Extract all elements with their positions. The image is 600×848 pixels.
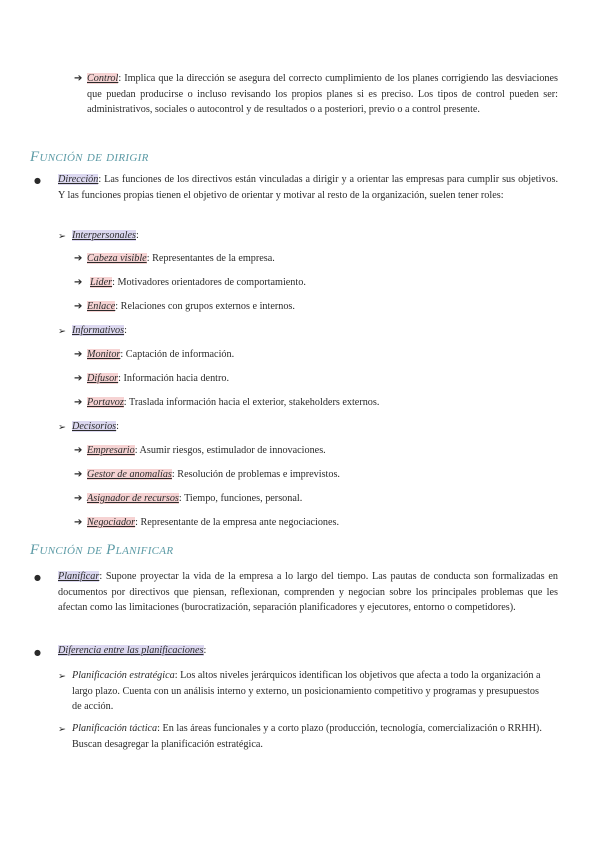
item-text: : Información hacia dentro. xyxy=(118,373,230,384)
item-text: : Asumir riesgos, estimulador de innovaciones. xyxy=(134,445,326,456)
item-text: : Representante de la empresa ante negociaciones. xyxy=(135,517,340,528)
tactica-term: Planificación táctica xyxy=(72,723,158,734)
group-decisorios: Decisorios: xyxy=(72,421,119,432)
control-text: : Implica que la dirección se asegura del correcto cumplimiento de los planes corrigiendo las desviaciones que puedan producirse o incluso revisando los propios planes si es preciso. Los tipos de control pueden ser: administrativos, sociales o autocontrol y de resultados o a posteriori, previo o a control presente. xyxy=(87,73,558,115)
list-item xyxy=(87,299,295,315)
arrow-right-icon: ➔ xyxy=(74,253,83,264)
item-term: Portavoz xyxy=(87,397,124,408)
arrow-right-icon: ➔ xyxy=(74,373,83,384)
bullet-icon: ● xyxy=(34,648,41,657)
tactica-text: : En las áreas funcionales y a corto plazo (producción, tecnología, comercialización o RRHH). Buscan desagregar la planificación estratégica. xyxy=(72,723,542,750)
item-term: Líder xyxy=(90,277,113,288)
bullet-icon: ● xyxy=(34,176,41,185)
item-term: Monitor xyxy=(87,349,121,360)
item-term: Asignador de recursos xyxy=(87,493,179,504)
section-heading-dirigir: Función de dirigir xyxy=(30,149,149,165)
chevron-right-icon: ➢ xyxy=(58,671,66,682)
group-informativos: Informativos: xyxy=(72,325,127,336)
group-label: Informativos xyxy=(72,325,125,336)
estrategica-text: : Los altos niveles jerárquicos identifican los objetivos que afecta a todo la organización a largo plazo. Cuenta con un análisis interno y externo, un posicionamiento competitivo y programas y presupuestos de acción. xyxy=(72,670,541,712)
arrow-right-icon: ➔ xyxy=(74,517,83,528)
estrategica-term: Planificación estratégica xyxy=(72,670,175,681)
control-paragraph xyxy=(87,71,558,118)
arrow-right-icon: ➔ xyxy=(74,493,83,504)
direccion-text: : Las funciones de los directivos están vinculadas a dirigir y a orientar las empresas para cumplir sus objetivos. Y las funciones propias tienen el objetivo de orientar y motivar al resto de la organización, suelen tener roles: xyxy=(58,174,558,201)
arrow-right-icon: ➔ xyxy=(74,397,83,408)
arrow-right-icon: ➔ xyxy=(74,469,83,480)
list-item xyxy=(87,371,229,387)
direccion-paragraph xyxy=(58,172,558,203)
list-item xyxy=(87,347,234,363)
item-text: : Relaciones con grupos externos e internos. xyxy=(115,301,295,312)
item-text: : Motivadores orientadores de comportamiento. xyxy=(112,277,306,288)
arrow-right-icon: ➔ xyxy=(74,301,83,312)
list-item xyxy=(87,467,340,483)
diferencia-line xyxy=(58,643,206,659)
control-term: Control xyxy=(87,73,119,84)
diferencia-term: Diferencia entre las planificaciones xyxy=(58,645,204,656)
item-term: Empresario xyxy=(87,445,135,456)
item-text: : Representantes de la empresa. xyxy=(146,253,275,264)
list-item xyxy=(90,275,306,291)
list-item xyxy=(87,395,379,411)
arrow-right-icon: ➔ xyxy=(74,73,83,84)
chevron-right-icon: ➢ xyxy=(58,326,66,337)
arrow-right-icon: ➔ xyxy=(74,445,83,456)
chevron-right-icon: ➢ xyxy=(58,422,66,433)
section-heading-planificar: Función de Planificar xyxy=(30,542,174,558)
item-term: Difusor xyxy=(87,373,119,384)
item-text: : Captación de información. xyxy=(120,349,235,360)
item-text: : Traslada información hacia el exterior, stakeholders externos. xyxy=(123,397,380,408)
planificar-term: Planificar xyxy=(58,571,100,582)
estrategica-paragraph xyxy=(72,668,542,715)
group-label: Interpersonales xyxy=(72,230,136,241)
planificar-text: : Supone proyectar la vida de la empresa a lo largo del tiempo. Las pautas de conducta son formalizadas en documentos por directivos que piensan, reflexionan, comprenden y negocian sobre los principales problemas que les afectan como las limitaciones (burocratización, separación planificadores y ejecutores, entorno o competidores). xyxy=(58,571,558,613)
item-text: : Tiempo, funciones, personal. xyxy=(178,493,303,504)
item-term: Negociador xyxy=(87,517,136,528)
list-item xyxy=(87,251,275,267)
arrow-right-icon: ➔ xyxy=(74,349,83,360)
group-interpersonales: Interpersonales: xyxy=(72,230,139,241)
diferencia-colon: : xyxy=(203,645,207,656)
item-term: Enlace xyxy=(87,301,116,312)
arrow-right-icon: ➔ xyxy=(74,277,83,288)
item-term: Cabeza visible xyxy=(87,253,147,264)
list-item xyxy=(87,443,326,459)
tactica-paragraph xyxy=(72,721,552,752)
list-item xyxy=(87,515,339,531)
item-term: Gestor de anomalías xyxy=(87,469,172,480)
item-text: : Resolución de problemas e imprevistos. xyxy=(171,469,340,480)
chevron-right-icon: ➢ xyxy=(58,724,66,735)
group-label: Decisorios xyxy=(72,421,117,432)
chevron-right-icon: ➢ xyxy=(58,231,66,242)
list-item xyxy=(87,491,302,507)
bullet-icon: ● xyxy=(34,573,41,582)
direccion-term: Dirección xyxy=(58,174,99,185)
planificar-paragraph xyxy=(58,569,558,616)
